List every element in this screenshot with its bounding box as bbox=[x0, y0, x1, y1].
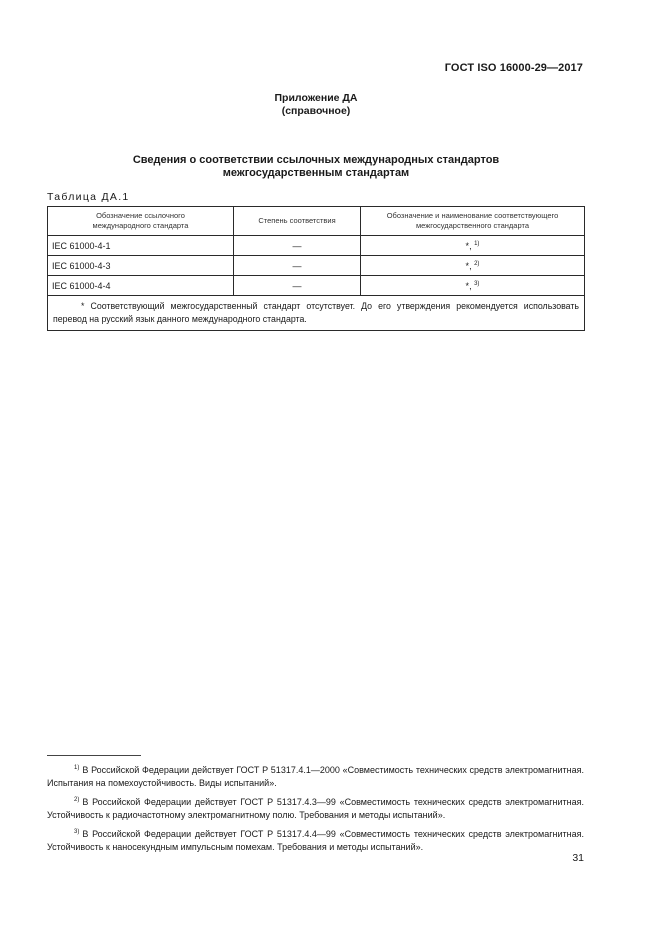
footnote-mark: 2) bbox=[74, 797, 80, 803]
degree-cell: — bbox=[234, 256, 361, 276]
interstate-standard-cell: *, $^{1)}$ bbox=[361, 236, 585, 256]
international-standard-cell: IEC 61000-4-4 bbox=[48, 276, 234, 296]
footnote-mark: 3) bbox=[74, 829, 80, 835]
standards-correspondence-table bbox=[47, 206, 585, 331]
footnote-2: $^{2)}$ В Российской Федерации действует ГОСТ Р 51317.4.3—99 «Совместимость технических средств электромагнитная. Устойчивость к радиочастотному электромагнитному полю. Требования и методы испытаний». bbox=[47, 797, 584, 820]
table-header-row bbox=[48, 207, 585, 236]
table-caption: Таблица ДА.1 bbox=[47, 191, 130, 203]
international-standard-cell: IEC 61000-4-3 bbox=[48, 256, 234, 276]
header-interstate-standard: Обозначение и наименование соответствующего межгосударственного стандарта bbox=[361, 207, 585, 236]
document-code: ГОСТ ISO 16000-29—2017 bbox=[444, 62, 583, 74]
footnote-1: $^{1)}$ В Российской Федерации действует ГОСТ Р 51317.4.1—2000 «Совместимость технических средств электромагнитная. Испытания на помехоустойчивость. Виды испытаний». bbox=[47, 765, 584, 788]
footnote-mark: 1) bbox=[74, 765, 80, 771]
degree-cell: — bbox=[234, 276, 361, 296]
page-number: 31 bbox=[572, 852, 584, 864]
footnote-ref[interactable]: 1) bbox=[474, 240, 480, 247]
section-title-line1: Сведения о соответствии ссылочных международных стандартов bbox=[132, 154, 500, 166]
section-title bbox=[0, 154, 632, 180]
appendix-heading bbox=[0, 92, 632, 118]
table-note: * Соответствующий межгосударственный стандарт отсутствует. До его утверждения рекомендуется использовать перевод на русский язык данного международного стандарта. bbox=[48, 296, 585, 331]
appendix-title: Приложение ДА bbox=[274, 92, 358, 104]
absent-mark: * bbox=[465, 240, 470, 251]
footnote-3: $^{3)}$ В Российской Федерации действует ГОСТ Р 51317.4.4—99 «Совместимость технических средств электромагнитная. Устойчивость к наносекундным импульсным помехам. Требования и методы испытаний». bbox=[47, 829, 584, 852]
table-row bbox=[48, 276, 585, 296]
footnote-ref[interactable]: 3) bbox=[474, 280, 480, 287]
appendix-subtitle: (справочное) bbox=[281, 105, 351, 117]
footnote-divider bbox=[47, 755, 141, 756]
degree-cell: — bbox=[234, 236, 361, 256]
interstate-standard-cell: *, $^{2)}$ bbox=[361, 256, 585, 276]
international-standard-cell: IEC 61000-4-1 bbox=[48, 236, 234, 256]
footnotes bbox=[47, 762, 584, 858]
header-international-standard: Обозначение ссылочного международного стандарта bbox=[48, 207, 234, 236]
header-degree: Степень соответствия bbox=[234, 207, 361, 236]
absent-mark: * bbox=[465, 260, 470, 271]
table-row bbox=[48, 256, 585, 276]
footnote-ref[interactable]: 2) bbox=[474, 260, 480, 267]
absent-mark: * bbox=[465, 280, 470, 291]
table-note-row bbox=[48, 296, 585, 331]
table-row bbox=[48, 236, 585, 256]
section-title-line2: межгосударственным стандартам bbox=[222, 167, 410, 179]
interstate-standard-cell: *, $^{3)}$ bbox=[361, 276, 585, 296]
